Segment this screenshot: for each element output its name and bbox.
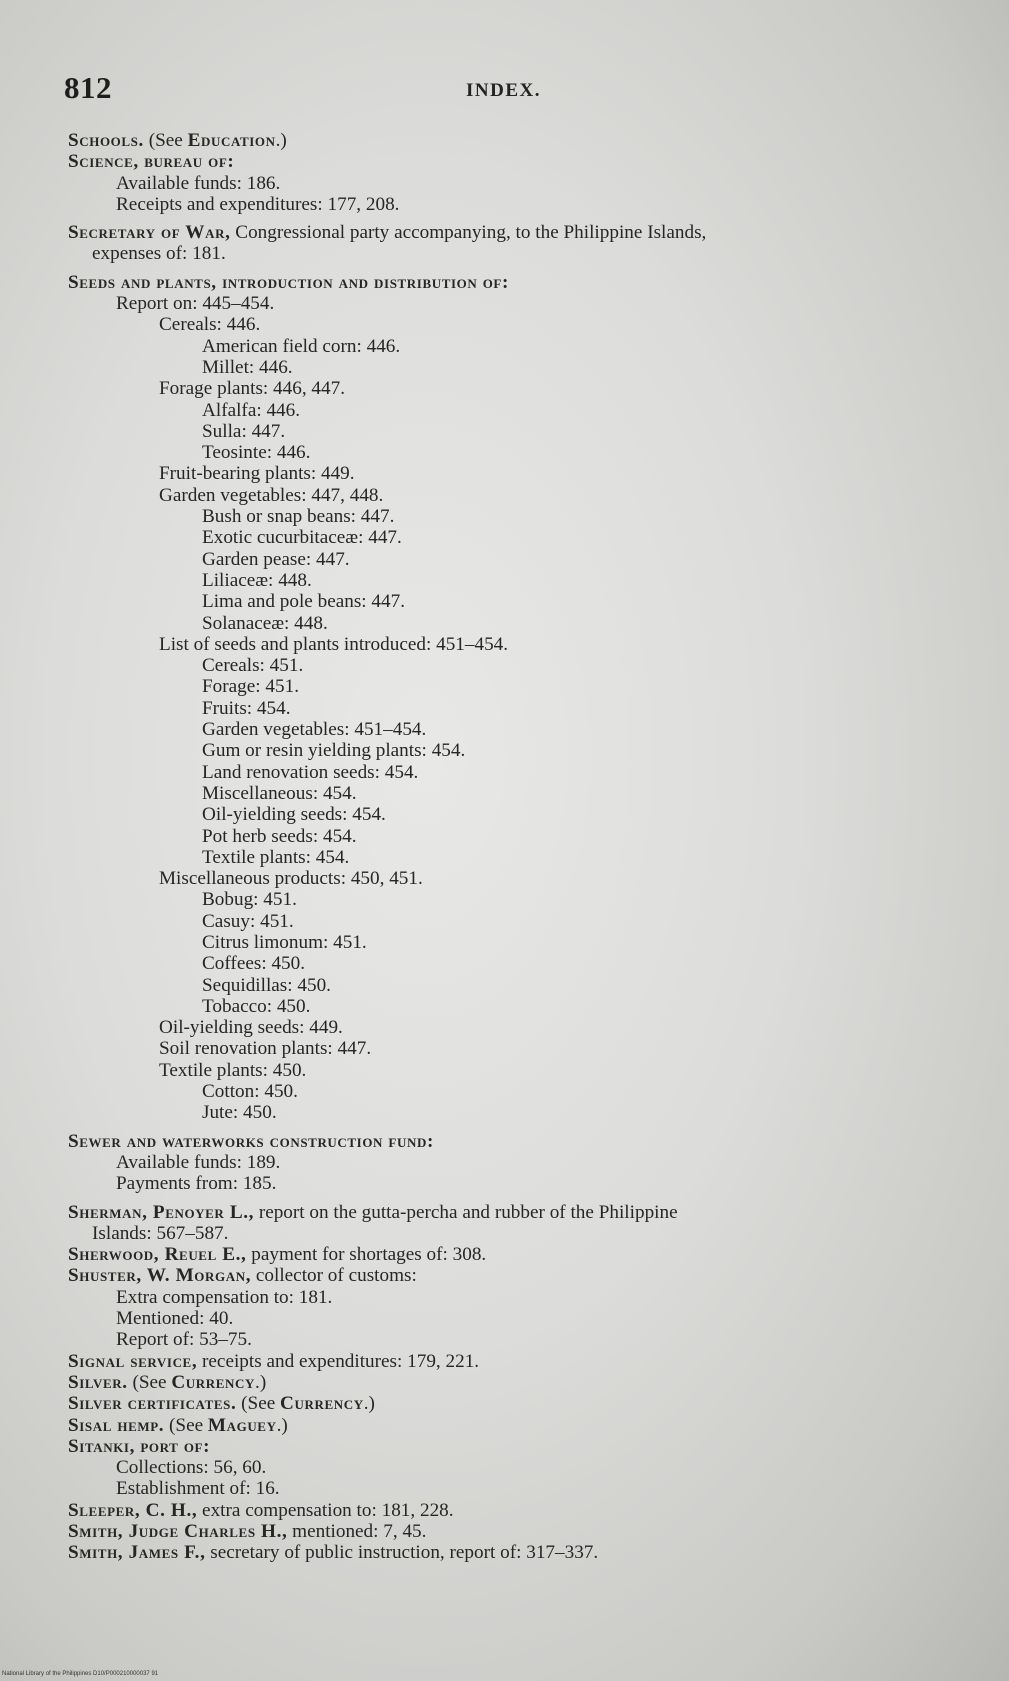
index-entry-silver (68, 1372, 958, 1393)
subentry: Oil-yielding seeds: 449. (159, 1017, 343, 1039)
entry-text: Congressional party accompanying, to the Philippine Islands, (230, 222, 707, 244)
subentry: Garden vegetables: 447, 448. (159, 484, 384, 506)
subentry: Fruits: 454. (202, 697, 291, 719)
subentry: Oil-yielding seeds: 454. (202, 804, 386, 826)
entry-heading: Sewer and waterworks construction fund: (68, 1130, 434, 1152)
subentry: Establishment of: 16. (116, 1478, 280, 1500)
cross-reference: Education (187, 130, 276, 151)
entry-text: (See (127, 1371, 172, 1393)
entry-heading: Sleeper, C. H., (68, 1499, 198, 1521)
entry-text: report on the gutta-percha and rubber of the Philippine (254, 1201, 678, 1223)
index-entry-signal-service (68, 1351, 958, 1372)
subentry: Forage plants: 446, 447. (159, 378, 345, 400)
subentry: Solanaceæ: 448. (202, 612, 328, 634)
subentry: Available funds: 189. (116, 1151, 281, 1173)
entry-text: (See (236, 1393, 281, 1415)
page-number: 812 (64, 70, 112, 105)
index-entry-smith-charles (68, 1521, 958, 1542)
subentry: Available funds: 186. (116, 172, 281, 194)
subentry: Payments from: 185. (116, 1173, 277, 1195)
subentry: Liliaceæ: 448. (202, 569, 312, 591)
subentry: Cereals: 446. (159, 314, 261, 336)
subentry: Garden vegetables: 451–454. (202, 719, 427, 741)
index-entry-sleeper (68, 1500, 958, 1521)
subentry: Teosinte: 446. (202, 442, 311, 464)
subentry: Fruit-bearing plants: 449. (159, 463, 355, 485)
entry-heading: Silver certificates. (68, 1393, 237, 1415)
entry-close: .) (275, 130, 287, 151)
subentry: Miscellaneous: 454. (202, 782, 357, 804)
entry-text: mentioned: 7, 45. (287, 1521, 427, 1542)
entry-heading: Schools. (68, 130, 144, 151)
entry-heading: Sitanki, port of: (68, 1435, 211, 1457)
subentry: List of seeds and plants introduced: 451–454. (159, 633, 509, 655)
entry-close: .) (255, 1371, 267, 1393)
index-entry-sherwood (68, 1244, 958, 1265)
subentry: Textile plants: 454. (202, 846, 350, 868)
subentry: Alfalfa: 446. (202, 399, 301, 421)
index-entry-sitanki (68, 1436, 958, 1457)
index-entry-sisal-hemp (68, 1415, 958, 1436)
index-entry-seeds-and-plants (68, 272, 958, 293)
entry-heading: Sherman, Penoyer L., (68, 1201, 255, 1223)
subentry: Sequidillas: 450. (202, 974, 331, 996)
index-entry-sherman (68, 1202, 958, 1223)
cross-reference: Maguey (207, 1414, 277, 1436)
subentry: Coffees: 450. (202, 953, 306, 975)
subentry: Lima and pole beans: 447. (202, 591, 406, 613)
subentry: Textile plants: 450. (159, 1059, 307, 1081)
subentry: Gum or resin yielding plants: 454. (202, 740, 466, 762)
entry-heading: Signal service, (68, 1350, 198, 1372)
entry-heading: Science, bureau of: (68, 151, 235, 173)
entry-heading: Smith, Judge Charles H., (68, 1521, 288, 1542)
entry-continuation: expenses of: 181. (92, 243, 226, 265)
entry-heading: Secretary of War, (68, 222, 231, 244)
subentry: Jute: 450. (202, 1102, 277, 1124)
index-entry-smith-james (68, 1542, 958, 1563)
subentry: Report on: 445–454. (116, 293, 275, 315)
entry-heading: Sisal hemp. (68, 1414, 165, 1436)
index-entry-science (68, 151, 958, 172)
subentry: Citrus limonum: 451. (202, 931, 367, 953)
entry-text: (See (143, 130, 188, 151)
index-entry-secretary-of-war (68, 222, 958, 243)
subentry: Collections: 56, 60. (116, 1457, 267, 1479)
subentry: Bobug: 451. (202, 889, 297, 911)
entry-text: extra compensation to: 181, 228. (197, 1499, 454, 1521)
subentry: Forage: 451. (202, 676, 299, 698)
entry-close: .) (276, 1414, 288, 1436)
subentry: Extra compensation to: 181. (116, 1286, 333, 1308)
cross-reference: Currency (280, 1393, 364, 1415)
subentry: Land renovation seeds: 454. (202, 761, 419, 783)
index-entry-silver-certificates (68, 1393, 958, 1414)
entry-heading: Smith, James F., (68, 1542, 206, 1564)
cross-reference: Currency (171, 1371, 256, 1393)
running-title: INDEX. (466, 80, 541, 101)
entry-heading: Shuster, W. Morgan, (68, 1265, 252, 1287)
subentry: Pot herb seeds: 454. (202, 825, 357, 847)
entry-heading: Silver. (68, 1371, 128, 1393)
index-list (68, 130, 958, 1564)
index-entry-schools (68, 130, 958, 151)
subentry: Sulla: 447. (202, 420, 286, 442)
entry-text: receipts and expenditures: 179, 221. (197, 1350, 480, 1372)
index-entry-sewer-fund (68, 1131, 958, 1152)
subentry: Bush or snap beans: 447. (202, 506, 395, 528)
subentry: American field corn: 446. (202, 335, 401, 357)
entry-text: collector of customs: (251, 1265, 417, 1287)
entry-text: (See (164, 1414, 208, 1436)
entry-close: .) (363, 1393, 375, 1415)
entry-continuation: Islands: 567–587. (92, 1222, 229, 1244)
entry-text: secretary of public instruction, report of: 317–337. (205, 1542, 599, 1564)
subentry: Report of: 53–75. (116, 1329, 252, 1351)
subentry: Cotton: 450. (202, 1081, 298, 1103)
scan-credit: National Library of the Philippines D10/P000210000037 91 (2, 1671, 159, 1677)
subentry: Mentioned: 40. (116, 1308, 234, 1330)
subentry: Casuy: 451. (202, 910, 294, 932)
entry-text: payment for shortages of: 308. (246, 1244, 487, 1266)
subentry: Millet: 446. (202, 356, 293, 378)
entry-heading: Sherwood, Reuel E., (68, 1244, 247, 1266)
entry-heading: Seeds and plants, introduction and distribution of: (68, 271, 509, 293)
subentry: Garden pease: 447. (202, 548, 350, 570)
subentry: Receipts and expenditures: 177, 208. (116, 193, 400, 215)
subentry: Miscellaneous products: 450, 451. (159, 868, 423, 890)
subentry: Cereals: 451. (202, 655, 304, 677)
subentry: Exotic cucurbitaceæ: 447. (202, 527, 402, 549)
subentry: Tobacco: 450. (202, 995, 311, 1017)
subentry: Soil renovation plants: 447. (159, 1038, 372, 1060)
index-entry-shuster (68, 1265, 958, 1286)
